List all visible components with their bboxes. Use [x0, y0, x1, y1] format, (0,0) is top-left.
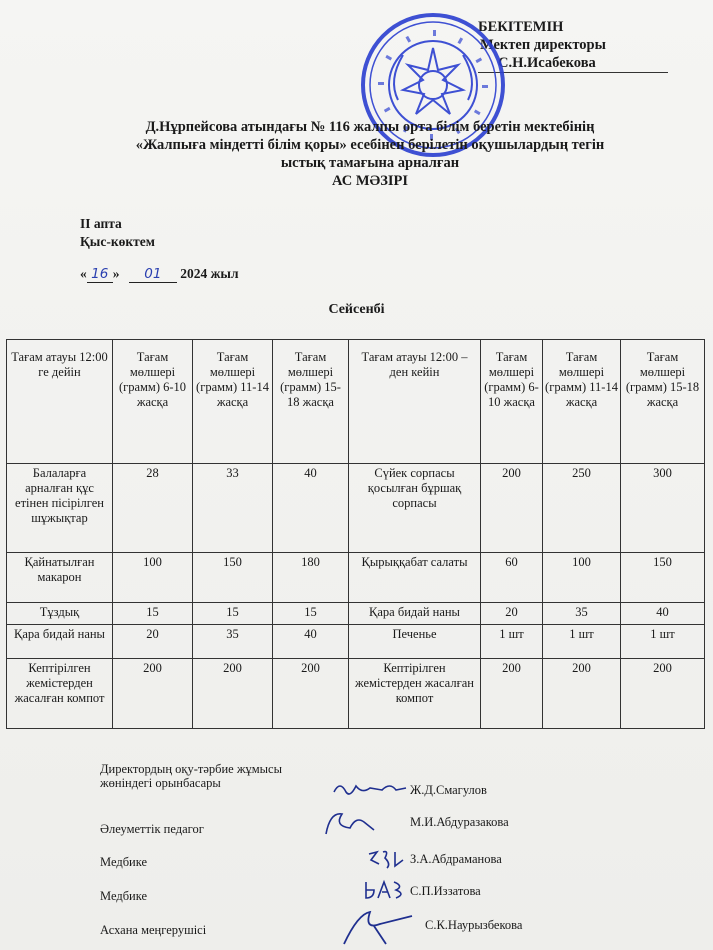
- date-month: 01: [144, 266, 162, 282]
- table-row: [7, 553, 705, 603]
- table-cell: 60: [481, 553, 543, 603]
- table-cell: Қара бидай наны: [349, 603, 481, 625]
- signature-name: С.П.Иззатова: [410, 884, 481, 898]
- table-cell: 15: [113, 603, 193, 625]
- header-cell: Тағам мөлшері (грамм) 11-14 жасқа: [543, 340, 621, 464]
- signature-role: Медбике: [100, 889, 148, 903]
- document-title: [90, 118, 650, 190]
- table-row: [7, 659, 705, 729]
- signature-name: З.А.Абдраманова: [410, 852, 502, 866]
- signature-role: Директордың оқу-тәрбие жұмысы жөніндегі орынбасары: [100, 762, 282, 790]
- handwritten-signature: [365, 846, 409, 872]
- table-cell: 200: [273, 659, 349, 729]
- signature-name: С.К.Наурызбекова: [425, 918, 523, 932]
- table-header-row: [7, 340, 705, 464]
- signature-role: Медбике: [100, 855, 148, 869]
- date-day: 16: [91, 266, 109, 282]
- table-row: [7, 603, 705, 625]
- date-year: 2024 жыл: [180, 266, 239, 281]
- header-cell: Тағам мөлшері (грамм) 11-14 жасқа: [193, 340, 273, 464]
- table-cell: 150: [621, 553, 705, 603]
- signature-role: Асхана меңгерушісі: [100, 923, 207, 937]
- table-cell: Қырыққабат салаты: [349, 553, 481, 603]
- table-cell: 200: [481, 464, 543, 553]
- table-cell: Қара бидай наны: [7, 625, 113, 659]
- table-cell: 200: [481, 659, 543, 729]
- header-cell: Тағам мөлшері (грамм) 6-10 жасқа: [481, 340, 543, 464]
- table-cell: 15: [193, 603, 273, 625]
- weekday-heading: Сейсенбі: [328, 302, 385, 317]
- header-cell: Тағам атауы 12:00 – ден кейін: [349, 340, 481, 464]
- week-label: ІІ апта: [80, 216, 122, 231]
- season-label: Қыс-көктем: [80, 234, 155, 249]
- table-cell: 200: [193, 659, 273, 729]
- table-cell: Балаларға арналған құс етінен пісірілген шұжықтар: [7, 464, 113, 553]
- title-line-4: АС МӘЗІРІ: [331, 173, 409, 189]
- title-line-1: Д.Нұрпейсова атындағы № 116 жалпы орта білім беретін мектебінің: [145, 119, 595, 135]
- date-line: « 16 » 01 2024 жыл: [80, 266, 239, 282]
- approval-name: С.Н.Исабекова: [478, 54, 668, 73]
- table-cell: 200: [621, 659, 705, 729]
- table-cell: 100: [543, 553, 621, 603]
- table-row: [7, 625, 705, 659]
- handwritten-signature: [320, 806, 380, 840]
- header-cell: Тағам атауы 12:00 ге дейін: [7, 340, 113, 464]
- table-cell: 250: [543, 464, 621, 553]
- table-cell: 20: [481, 603, 543, 625]
- signature-role: Әлеуметтік педагог: [100, 822, 204, 836]
- table-cell: 150: [193, 553, 273, 603]
- signature-name: Ж.Д.Смагулов: [410, 783, 487, 797]
- table-cell: 1 шт: [481, 625, 543, 659]
- signature-name: М.И.Абдуразакова: [410, 815, 509, 829]
- handwritten-signature: [360, 876, 408, 904]
- table-row: [7, 464, 705, 553]
- table-cell: 180: [273, 553, 349, 603]
- handwritten-signature: [330, 778, 410, 802]
- approval-block: [478, 18, 708, 73]
- table-cell: 1 шт: [621, 625, 705, 659]
- table-cell: Сүйек сорпасы қосылған бұршақ сорпасы: [349, 464, 481, 553]
- table-cell: 20: [113, 625, 193, 659]
- header-cell: Тағам мөлшері (грамм) 15-18 жасқа: [621, 340, 705, 464]
- table-cell: Кептірілген жемістерден жасалған компот: [7, 659, 113, 729]
- table-cell: 100: [113, 553, 193, 603]
- table-cell: 40: [273, 625, 349, 659]
- handwritten-signature: [340, 904, 420, 948]
- table-cell: 33: [193, 464, 273, 553]
- approval-heading: БЕКІТЕМІН: [478, 19, 564, 35]
- table-cell: Кептірілген жемістерден жасалған компот: [349, 659, 481, 729]
- table-cell: 35: [543, 603, 621, 625]
- table-cell: 40: [273, 464, 349, 553]
- table-cell: 1 шт: [543, 625, 621, 659]
- header-cell: Тағам мөлшері (грамм) 6-10 жасқа: [113, 340, 193, 464]
- table-cell: 200: [113, 659, 193, 729]
- title-line-3: ыстық тамағына арналған: [280, 155, 460, 171]
- menu-table: [6, 339, 705, 729]
- table-cell: Печенье: [349, 625, 481, 659]
- table-cell: 28: [113, 464, 193, 553]
- table-cell: 40: [621, 603, 705, 625]
- table-cell: 15: [273, 603, 349, 625]
- approval-position: Мектеп директоры: [480, 37, 606, 53]
- title-line-2: «Жалпыға міндетті білім қоры» есебінен берілетін оқушылардың тегін: [135, 137, 605, 153]
- header-cell: Тағам мөлшері (грамм) 15-18 жасқа: [273, 340, 349, 464]
- table-cell: 200: [543, 659, 621, 729]
- table-cell: 35: [193, 625, 273, 659]
- table-cell: Қайнатылған макарон: [7, 553, 113, 603]
- table-cell: Тұздық: [7, 603, 113, 625]
- table-cell: 300: [621, 464, 705, 553]
